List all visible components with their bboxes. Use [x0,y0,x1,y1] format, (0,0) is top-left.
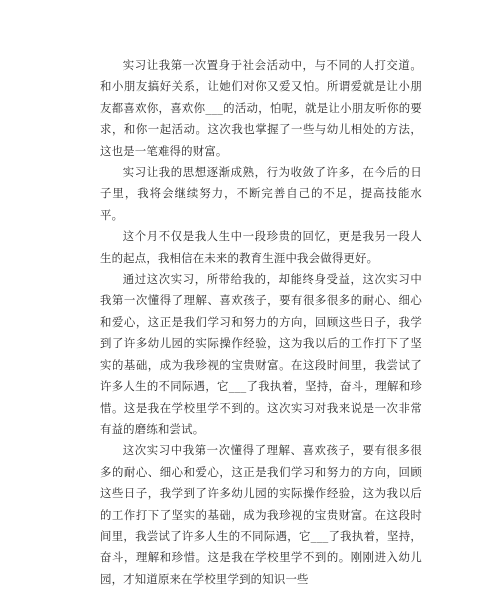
paragraph-3: 这个月不仅是我人生中一段珍贵的回忆，更是我另一段人生的起点，我相信在未来的教育生涯中我会做得更好。 [100,229,422,265]
document-body [100,55,422,590]
paragraph-2: 实习让我的思想逐渐成熟，行为收敛了许多，在今后的日子里，我将会继续努力，不断完善自己的不足，提高技能水平。 [100,165,422,222]
paragraph-1: 实习让我第一次置身于社会活动中，与不同的人打交道。和小朋友搞好关系，让她们对你又爱又怕。所谓爱就是让小朋友都喜欢你，喜欢你___的活动，怕呢，就是让小朋友听你的要求，和你一起活动。这次我也掌握了一些与幼儿相处的方法，这也是一笔难得的财富。 [100,58,422,158]
paragraph-5: 这次实习中我第一次懂得了理解、喜欢孩子，要有很多很多的耐心、细心和爱心，这正是我们学习和努力的方向，回顾这些日子，我学到了许多幼儿园的实际操作经验，这为我以后的工作打下了坚实的基础，成为我珍视的宝贵财富。在这段时间里，我尝试了许多人生的不同际遇，它___了我执着，坚持，奋斗，理解和珍惜。这是我在学校里学不到的。刚刚进入幼儿园，才知道原来在学校里学到的知识一些 [100,443,422,586]
paragraph-4: 通过这次实习，所带给我的，却能终身受益，这次实习中我第一次懂得了理解、喜欢孩子，要有很多很多的耐心、细心和爱心，这正是我们学习和努力的方向，回顾这些日子，我学到了许多幼儿园的实际操作经验，这为我以后的工作打下了坚实的基础，成为我珍视的宝贵财富。在这段时间里，我尝试了许多人生的不同际遇，它___了我执着，坚持，奋斗，理解和珍惜。这是我在学校里学不到的。这次实习对我来说是一次非常有益的磨练和尝试。 [100,272,422,436]
